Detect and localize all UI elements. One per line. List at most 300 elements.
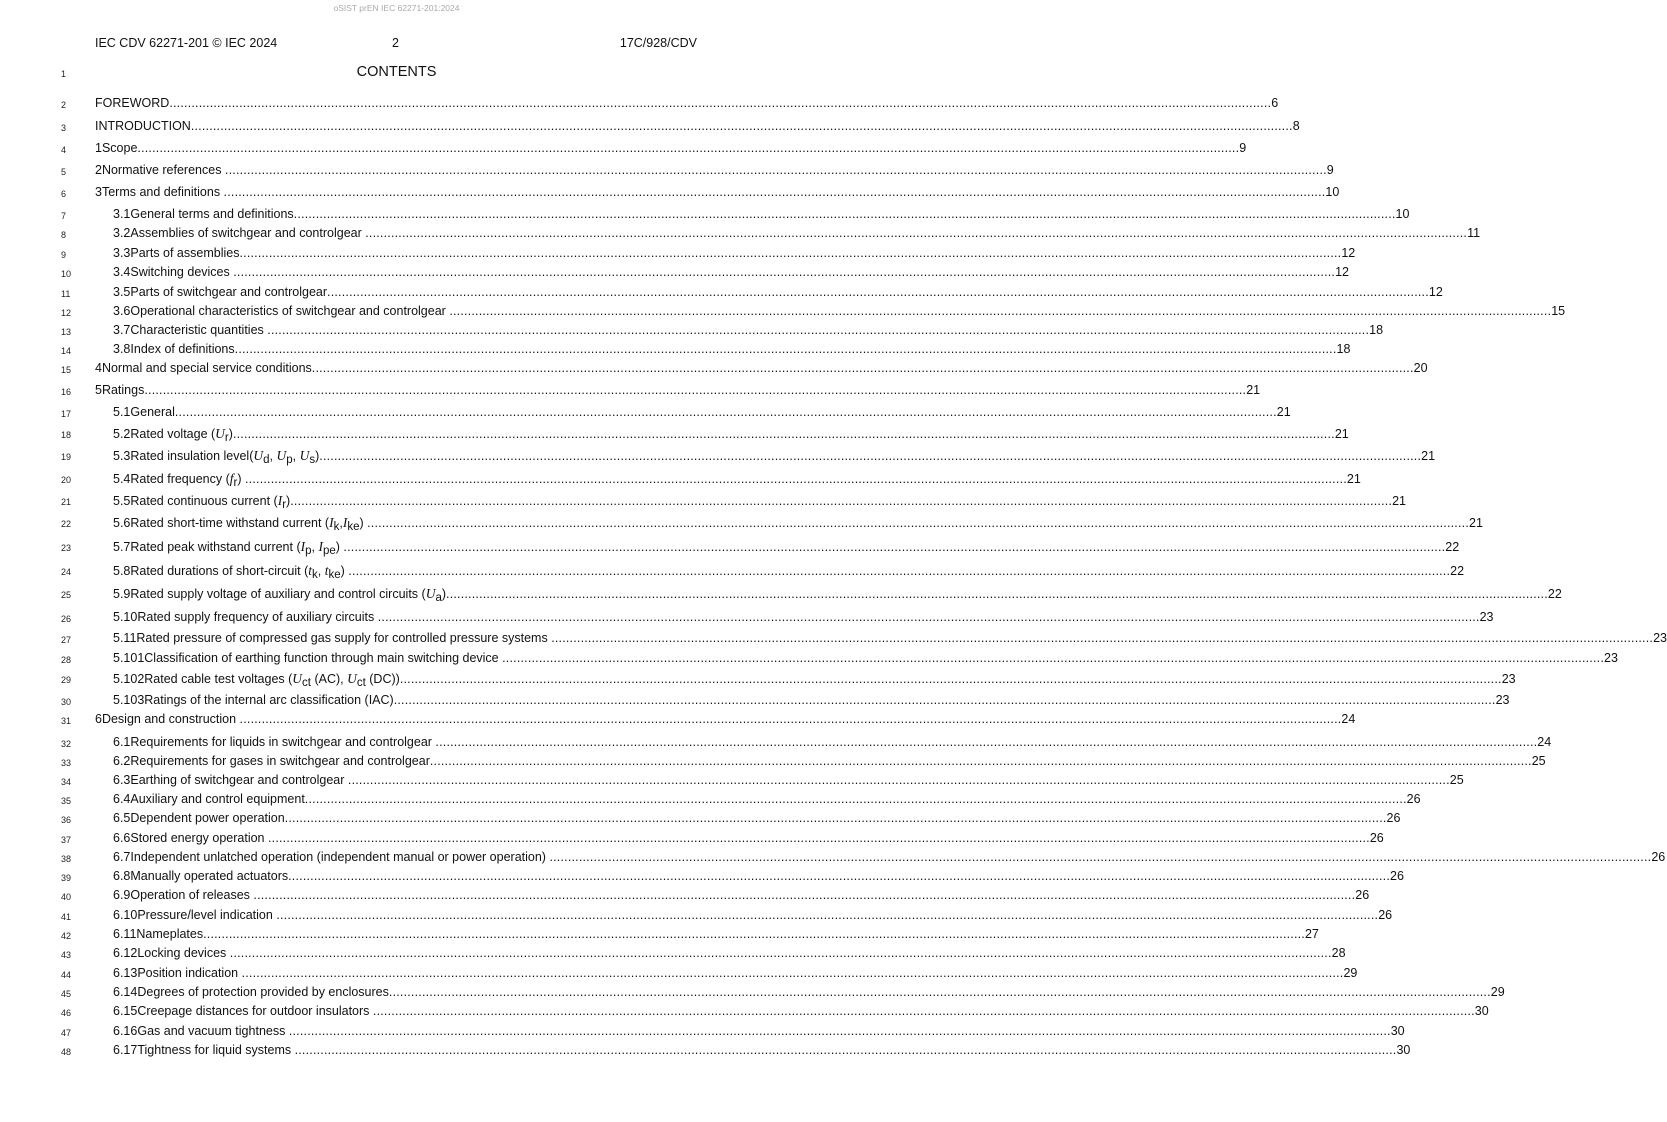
math-symbol: t [324, 563, 329, 578]
section-title [130, 773, 348, 787]
section-number: 5.102 [113, 672, 145, 686]
title-text: Normative references [101, 163, 225, 177]
page-number: 9 [1239, 141, 1247, 155]
title-text: Rated durations of short-circuit ( [130, 564, 309, 578]
title-text: Normal and special service conditions [101, 361, 312, 375]
toc-entry[interactable] [113, 285, 1443, 303]
section-number: 6.7 [113, 850, 131, 864]
page-number: 21 [1246, 383, 1261, 397]
line-number: 39 [61, 873, 72, 883]
header-reference: 17C/928/CDV [619, 36, 697, 50]
toc-entry[interactable] [113, 304, 1566, 322]
page-number: 29 [1490, 985, 1505, 999]
title-text: ) [359, 516, 368, 530]
line-number: 45 [61, 989, 72, 999]
line-number: 8 [61, 230, 67, 240]
math-subscript: r [233, 477, 238, 489]
title-text: Index of definitions [130, 342, 235, 356]
dot-leader: ............................................................................................................................................................................................................................................................................................................ [347, 773, 1450, 787]
line-number: 30 [61, 697, 72, 707]
line-number: 44 [61, 970, 72, 980]
toc-entry[interactable] [113, 985, 1505, 1003]
toc-entry[interactable] [113, 1004, 1489, 1022]
page-number: 15 [1551, 304, 1566, 318]
math-subscript: k [312, 569, 318, 581]
page-number: 26 [1386, 811, 1401, 825]
math-subscript: ct [356, 677, 366, 689]
title-text: Rated short-time withstand current ( [130, 516, 330, 530]
title-text: Ratings of the internal arc classification (IAC) [144, 693, 394, 707]
toc-entry[interactable] [113, 792, 1421, 810]
page-number: 11 [1467, 226, 1481, 240]
section-title [130, 471, 245, 487]
math-symbol: U [276, 448, 287, 463]
title-text: Terms and definitions [101, 185, 224, 199]
section-title [137, 966, 241, 980]
title-text: Manually operated actuators [130, 869, 289, 883]
page-number: 23 [1495, 693, 1510, 707]
toc-entry[interactable] [113, 966, 1358, 984]
title-text: Scope [101, 141, 138, 155]
toc-entry[interactable] [113, 405, 1291, 423]
math-subscript: s [309, 454, 316, 466]
math-subscript: r [224, 432, 229, 444]
section-title [102, 163, 225, 177]
toc-entry[interactable] [113, 539, 1460, 557]
line-number: 47 [61, 1028, 72, 1038]
toc-entry[interactable] [113, 908, 1393, 926]
dot-leader: ............................................................................................................................................................................................................................................................................................................ [446, 587, 1548, 601]
title-text: Classification of earthing function through main switching device [144, 651, 503, 665]
title-text: , [311, 540, 319, 554]
dot-leader: ............................................................................................................................................................................................................................................................................................................ [435, 735, 1538, 749]
toc-entry[interactable] [95, 119, 1300, 137]
title-text: ) [335, 540, 344, 554]
toc-entry[interactable] [113, 850, 1666, 868]
title-text: ) [228, 427, 233, 441]
section-number: 5.10 [113, 610, 138, 624]
section-number: 6.6 [113, 831, 131, 845]
page-number: 30 [1390, 1024, 1405, 1038]
section-title [130, 811, 284, 825]
dot-leader: ............................................................................................................................................................................................................................................................................................................ [367, 516, 1469, 530]
title-text: Position indication [137, 966, 242, 980]
toc-entry[interactable] [113, 671, 1516, 689]
title-text: ) [340, 564, 349, 578]
toc-entry[interactable] [113, 811, 1401, 829]
section-title [130, 405, 174, 419]
toc-entry[interactable] [95, 361, 1428, 379]
section-number: 5.6 [113, 516, 131, 530]
toc-entry[interactable] [113, 735, 1552, 753]
toc-entry[interactable] [113, 610, 1494, 628]
page-number: 10 [1325, 185, 1340, 199]
page-number: 30 [1396, 1043, 1411, 1057]
math-symbol: U [215, 426, 225, 441]
dot-leader: ............................................................................................................................................................................................................................................................................................................ [223, 185, 1326, 199]
section-number: 3.2 [113, 226, 131, 240]
title-text: , [339, 516, 343, 530]
toc-entry[interactable] [113, 927, 1319, 945]
dot-leader: ............................................................................................................................................................................................................................................................................................................ [190, 119, 1293, 133]
section-title [137, 1004, 373, 1018]
math-symbol: U [292, 671, 303, 686]
math-symbol: t [308, 563, 313, 578]
page-number: 12 [1428, 285, 1443, 299]
math-symbol: U [347, 671, 357, 686]
section-title [130, 850, 549, 864]
section-title [95, 119, 191, 133]
math-subscript: p [286, 454, 293, 466]
title-text: General [130, 405, 175, 419]
title-text: ) [441, 587, 447, 601]
dot-leader: ............................................................................................................................................................................................................................................................................................................ [245, 472, 1347, 486]
math-subscript: ct [302, 677, 311, 689]
math-symbol: U [425, 586, 436, 601]
toc-entry[interactable] [113, 631, 1667, 649]
toc-entry[interactable] [113, 226, 1481, 244]
line-number: 12 [61, 308, 72, 318]
section-title [130, 265, 233, 279]
dot-leader: ............................................................................................................................................................................................................................................................................................................ [502, 651, 1604, 665]
title-text: General terms and definitions [130, 207, 294, 221]
section-title [130, 735, 435, 749]
section-number: 6 [95, 712, 102, 726]
line-number: 28 [61, 655, 72, 665]
line-number: 4 [61, 145, 67, 155]
page-number: 25 [1449, 773, 1464, 787]
title-text: Rated pressure of compressed gas supply for controlled pressure systems [136, 631, 552, 645]
page-number: 26 [1355, 888, 1370, 902]
math-symbol: I [329, 515, 334, 530]
line-number: 25 [61, 590, 72, 600]
dot-leader: ............................................................................................................................................................................................................................................................................................................ [137, 141, 1240, 155]
title-text: , [317, 564, 325, 578]
section-title [102, 361, 312, 375]
math-symbol: I [277, 493, 283, 508]
dot-leader: ............................................................................................................................................................................................................................................................................................................ [253, 888, 1356, 902]
section-title [130, 515, 367, 531]
dot-leader: ............................................................................................................................................................................................................................................................................................................ [388, 985, 1491, 999]
math-symbol: U [299, 448, 310, 463]
title-text: Rated supply frequency of auxiliary circuits [137, 610, 378, 624]
dot-leader: ............................................................................................................................................................................................................................................................................................................ [549, 850, 1652, 864]
section-title [102, 383, 144, 397]
title-text: Dependent power operation [130, 811, 285, 825]
page-number: 12 [1341, 246, 1356, 260]
section-title [137, 610, 377, 624]
toc-entry[interactable] [113, 869, 1404, 887]
page-number: 23 [1653, 631, 1667, 645]
section-title [130, 426, 233, 442]
dot-leader: ............................................................................................................................................................................................................................................................................................................ [288, 1024, 1391, 1038]
math-symbol: I [342, 515, 348, 530]
title-text: Requirements for liquids in switchgear and controlgear [130, 735, 436, 749]
math-subscript: d [263, 454, 270, 466]
dot-leader: ............................................................................................................................................................................................................................................................................................................ [234, 342, 1337, 356]
line-number: 37 [61, 835, 72, 845]
section-number: 6.4 [113, 792, 131, 806]
title-text: INTRODUCTION [95, 119, 191, 133]
toc-entry[interactable] [113, 471, 1361, 489]
title-text: Creepage distances for outdoor insulators [137, 1004, 373, 1018]
section-title [137, 946, 229, 960]
title-text: ) [237, 472, 245, 486]
page-number: 28 [1331, 946, 1346, 960]
section-title [137, 1043, 294, 1057]
section-number: 3.7 [113, 323, 131, 337]
dot-leader: ............................................................................................................................................................................................................................................................................................................ [348, 564, 1451, 578]
math-symbol: f [229, 471, 234, 486]
dot-leader: ............................................................................................................................................................................................................................................................................................................ [144, 383, 1247, 397]
toc-entry[interactable] [113, 515, 1483, 533]
line-number: 40 [61, 892, 72, 902]
dot-leader: ............................................................................................................................................................................................................................................................................................................ [232, 427, 1335, 441]
dot-leader: ............................................................................................................................................................................................................................................................................................................ [169, 96, 1272, 110]
dot-leader: ............................................................................................................................................................................................................................................................................................................ [267, 323, 1370, 337]
section-number: 5.7 [113, 540, 131, 554]
toc-entry[interactable] [113, 323, 1384, 341]
dot-leader: ............................................................................................................................................................................................................................................................................................................ [343, 540, 1446, 554]
section-title [137, 985, 389, 999]
page-number: 21 [1392, 494, 1406, 508]
line-number: 34 [61, 777, 72, 787]
title-text: Parts of assemblies [130, 246, 240, 260]
page-title: CONTENTS [356, 64, 437, 80]
line-number: 16 [61, 387, 72, 397]
section-title [130, 792, 304, 806]
section-number: 3.4 [113, 265, 131, 279]
math-symbol: I [300, 539, 306, 554]
title-text: Ratings [101, 383, 145, 397]
dot-leader: ............................................................................................................................................................................................................................................................................................................ [372, 1004, 1475, 1018]
section-number: 3.6 [113, 304, 131, 318]
section-title [136, 927, 203, 941]
section-number: 3.3 [113, 246, 131, 260]
page-number: 26 [1378, 908, 1393, 922]
toc-entry[interactable] [113, 563, 1465, 581]
dot-leader: ............................................................................................................................................................................................................................................................................................................ [241, 966, 1344, 980]
math-subscript: r [282, 499, 287, 511]
toc-entry[interactable] [113, 1024, 1405, 1042]
dot-leader: ............................................................................................................................................................................................................................................................................................................ [267, 831, 1370, 845]
title-text: Gas and vacuum tightness [137, 1024, 289, 1038]
section-title [130, 342, 234, 356]
title-text: , [292, 449, 300, 463]
dot-leader: ............................................................................................................................................................................................................................................................................................................ [293, 207, 1396, 221]
line-number: 19 [61, 452, 72, 462]
line-number: 9 [61, 250, 67, 260]
dot-leader: ............................................................................................................................................................................................................................................................................................................ [276, 908, 1379, 922]
toc-entry[interactable] [113, 831, 1384, 849]
section-number: 5.11 [113, 631, 137, 645]
title-text: Independent unlatched operation (independent manual or power operation) [130, 850, 550, 864]
title-text: Auxiliary and control equipment [130, 792, 305, 806]
title-text: Degrees of protection provided by enclosures [137, 985, 389, 999]
section-title [102, 141, 137, 155]
toc-entry[interactable] [95, 712, 1356, 730]
toc-entry[interactable] [113, 773, 1464, 791]
page-number: 21 [1421, 449, 1436, 463]
title-text: Stored energy operation [130, 831, 268, 845]
line-number: 48 [61, 1047, 72, 1057]
section-number: 6.10 [113, 908, 138, 922]
dot-leader: ............................................................................................................................................................................................................................................................................................................ [229, 946, 1332, 960]
line-number: 5 [61, 167, 67, 177]
title-text: ) [315, 449, 320, 463]
line-number: 36 [61, 815, 72, 825]
line-number: 11 [61, 289, 71, 299]
toc-entry[interactable] [113, 586, 1562, 604]
section-title [102, 185, 224, 199]
page-number: 22 [1445, 540, 1460, 554]
section-number: 6.3 [113, 773, 131, 787]
line-number: 10 [61, 269, 72, 279]
section-number: 6.2 [113, 754, 131, 768]
toc-entry[interactable] [113, 448, 1436, 466]
watermark: oSIST prEN IEC 62271-201:2024 [333, 3, 460, 13]
section-title [130, 448, 319, 464]
section-title [130, 563, 348, 579]
section-number: 5.101 [113, 651, 145, 665]
toc-entry[interactable] [113, 246, 1356, 264]
section-number: 5.1 [113, 405, 131, 419]
math-subscript: ke [328, 569, 341, 581]
toc-entry[interactable] [95, 163, 1334, 181]
page-number: 23 [1479, 610, 1494, 624]
line-number: 35 [61, 796, 72, 806]
line-number: 13 [61, 327, 72, 337]
page-number: 6 [1271, 96, 1279, 110]
title-text: Rated supply voltage of auxiliary and control circuits ( [130, 587, 426, 601]
title-text: Tightness for liquid systems [137, 1043, 295, 1057]
line-number: 33 [61, 758, 72, 768]
section-title [137, 1024, 288, 1038]
section-number: 5.5 [113, 494, 131, 508]
title-text: Rated frequency ( [130, 472, 230, 486]
title-text: ) [286, 494, 291, 508]
title-text: Earthing of switchgear and controlgear [130, 773, 348, 787]
section-number: 5.8 [113, 564, 131, 578]
section-number: 6.14 [113, 985, 138, 999]
line-number: 31 [61, 716, 72, 726]
toc-entry[interactable] [113, 651, 1618, 669]
toc-entry[interactable] [113, 754, 1546, 772]
title-text: , [269, 449, 277, 463]
section-number: 5.4 [113, 472, 131, 486]
section-title [130, 285, 327, 299]
dot-leader: ............................................................................................................................................................................................................................................................................................................ [288, 869, 1390, 883]
page-number: 23 [1501, 672, 1516, 686]
section-number: 6.9 [113, 888, 131, 902]
line-number: 21 [61, 497, 72, 507]
toc-entry[interactable] [113, 1043, 1411, 1061]
math-subscript: p [305, 545, 312, 557]
page-number: 18 [1336, 342, 1351, 356]
title-text: Operational characteristics of switchgear and controlgear [130, 304, 450, 318]
title-text: Rated peak withstand current ( [130, 540, 301, 554]
title-text: Parts of switchgear and controlgear [130, 285, 328, 299]
page-number: 9 [1326, 163, 1334, 177]
line-number: 7 [61, 211, 67, 221]
dot-leader: ............................................................................................................................................................................................................................................................................................................ [284, 811, 1387, 825]
title-text: Rated voltage ( [130, 427, 216, 441]
section-title [130, 323, 267, 337]
line-number: 1 [61, 69, 67, 79]
title-text: Locking devices [137, 946, 230, 960]
title-text: Assemblies of switchgear and controlgear [130, 226, 366, 240]
page-number: 21 [1346, 472, 1361, 486]
section-number: 6.16 [113, 1024, 138, 1038]
title-text: Rated cable test voltages ( [144, 672, 293, 686]
line-number: 22 [61, 519, 72, 529]
line-number: 41 [61, 912, 72, 922]
title-text: Pressure/level indication [137, 908, 277, 922]
header-page-number: 2 [392, 36, 399, 50]
section-title [130, 586, 446, 602]
toc-entry[interactable] [113, 426, 1349, 444]
line-number: 2 [61, 100, 67, 110]
line-number: 46 [61, 1008, 72, 1018]
title-text: Rated insulation level( [130, 449, 254, 463]
math-subscript: a [435, 592, 442, 604]
page-number: 29 [1343, 966, 1358, 980]
page-number: 27 [1304, 927, 1319, 941]
line-number: 23 [61, 543, 72, 553]
toc-entry[interactable] [113, 265, 1349, 283]
dot-leader: ............................................................................................................................................................................................................................................................................................................ [174, 405, 1277, 419]
toc-entry[interactable] [95, 141, 1247, 159]
math-subscript: ke [347, 521, 360, 533]
section-title [130, 207, 293, 221]
section-number: 6.13 [113, 966, 138, 980]
section-title [95, 96, 169, 110]
section-title [144, 671, 400, 687]
page-number: 30 [1474, 1004, 1489, 1018]
page-number: 23 [1604, 651, 1618, 665]
dot-leader: ............................................................................................................................................................................................................................................................................................................ [239, 246, 1342, 260]
toc-entry[interactable] [113, 207, 1410, 225]
dot-leader: ............................................................................................................................................................................................................................................................................................................ [311, 361, 1414, 375]
toc-entry[interactable] [95, 383, 1261, 401]
title-text: Nameplates [136, 927, 204, 941]
toc-entry[interactable] [113, 342, 1351, 360]
section-number: 6.12 [113, 946, 138, 960]
section-title [144, 651, 502, 665]
section-number: 6.11 [113, 927, 137, 941]
section-title [130, 226, 365, 240]
section-number: 3.5 [113, 285, 131, 299]
line-number: 15 [61, 365, 72, 375]
toc-entry[interactable] [95, 96, 1279, 114]
section-number: 6.17 [113, 1043, 138, 1057]
page-number: 21 [1469, 516, 1483, 530]
section-title [130, 869, 288, 883]
dot-leader: ............................................................................................................................................................................................................................................................................................................ [327, 285, 1429, 299]
toc-entry[interactable] [113, 493, 1406, 511]
title-text: Operation of releases [130, 888, 254, 902]
title-text: Switching devices [130, 265, 234, 279]
line-number: 42 [61, 931, 72, 941]
toc-entry[interactable] [113, 693, 1510, 711]
section-title [144, 693, 393, 707]
section-title [136, 631, 551, 645]
toc-entry[interactable] [113, 946, 1346, 964]
toc-entry[interactable] [95, 185, 1340, 203]
section-number: 6.5 [113, 811, 131, 825]
section-number: 6.15 [113, 1004, 138, 1018]
toc-entry[interactable] [113, 888, 1370, 906]
